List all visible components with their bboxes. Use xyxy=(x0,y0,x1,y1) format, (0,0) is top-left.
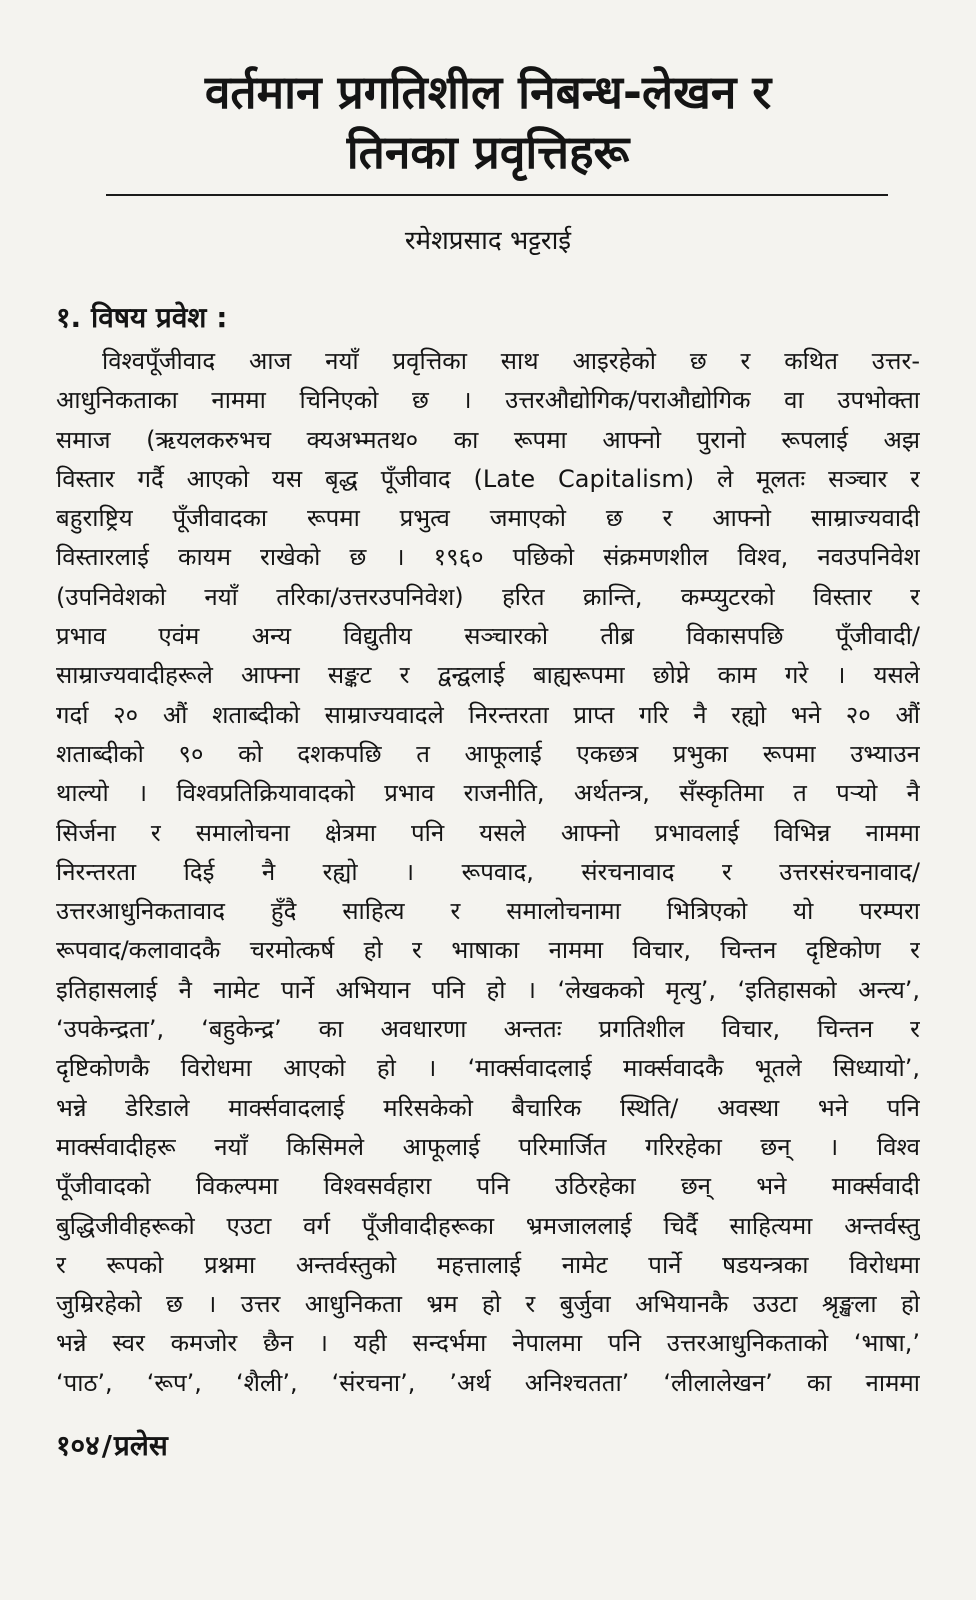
body-line: विस्तारलाई कायम राखेको छ । १९६० पछिको संक्रमणशील विश्व, नवउपनिवेश xyxy=(56,543,920,572)
body-line: उत्तरआधुनिकतावाद हुँदै साहित्य र समालोचनामा भित्रिएको यो परम्परा xyxy=(56,897,920,926)
body-line: भन्ने स्वर कमजोर छैन । यही सन्दर्भमा नेपालमा पनि उत्तरआधुनिकताको ‘भाषा,’ xyxy=(56,1329,920,1358)
body-line: इतिहासलाई नै नामेट पार्ने अभियान पनि हो । ‘लेखकको मृत्यु’, ‘इतिहासको अन्त्य’, xyxy=(56,975,920,1004)
title-divider xyxy=(106,194,888,196)
body-line: विश्वपूँजीवाद आज नयाँ प्रवृत्तिका साथ आइरहेको छ र कथित उत्तर- xyxy=(102,347,920,375)
page-footer xyxy=(56,1428,168,1464)
title-line-2: तिनका प्रवृत्तिहरू xyxy=(346,125,630,179)
body-line: ‘उपकेन्द्रता’, ‘बहुकेन्द्र’ का अवधारणा अन्ततः प्रगतिशील विचार, चिन्तन र xyxy=(56,1015,920,1044)
body-line: र रूपको प्रश्नमा अन्तर्वस्तुको महत्तालाई नामेट पार्ने षडयन्त्रका विरोधमा xyxy=(56,1250,920,1279)
footer-separator: / xyxy=(101,1429,112,1462)
body-line: (उपनिवेशको नयाँ तरिका/उत्तरउपनिवेश) हरित क्रान्ति, कम्प्युटरको विस्तार र xyxy=(56,582,920,611)
section-heading: १. विषय प्रवेश : xyxy=(56,301,228,334)
page-number: १०४ xyxy=(56,1429,100,1462)
body-line: प्रभाव एवंम अन्य विद्युतीय सञ्चारको तीब्र विकासपछि पूँजीवादी/ xyxy=(56,622,920,651)
body-line: विस्तार गर्दै आएको यस बृद्ध पूँजीवाद (Late Capitalism) ले मूलतः सञ्चार र xyxy=(56,464,920,493)
body-line: थाल्यो । विश्वप्रतिक्रियावादको प्रभाव राजनीति, अर्थतन्त्र, सँस्कृतिमा त पर्‍यो नै xyxy=(56,779,920,808)
body-line: पूँजीवादको विकल्पमा विश्वसर्वहारा पनि उठिरहेका छन् भने मार्क्सवादी xyxy=(56,1172,920,1201)
body-line: साम्राज्यवादीहरूले आफ्ना सङ्कट र द्वन्द्वलाई बाह्यरूपमा छोप्ने काम गरे । यसले xyxy=(56,661,920,690)
body-line: दृष्टिकोणकै विरोधमा आएको हो । ‘मार्क्सवादलाई मार्क्सवादकै भूतले सिध्यायो’, xyxy=(56,1054,920,1083)
author-name: रमेशप्रसाद भट्टराई xyxy=(404,226,572,256)
body-line: मार्क्सवादीहरू नयाँ किसिमले आफूलाई परिमार्जित गरिरहेका छन् । विश्व xyxy=(56,1132,920,1161)
article-title xyxy=(60,62,916,182)
body-line: समाज (ऋयलकरुभच क्यअभ्मतथ० का रूपमा आफ्नो पुरानो रूपलाई अझ xyxy=(56,425,920,454)
body-line: बहुराष्ट्रिय पूँजीवादका रूपमा प्रभुत्व जमाएको छ र आफ्नो साम्राज्यवादी xyxy=(56,504,920,533)
journal-name: प्रलेस xyxy=(113,1429,168,1462)
body-line: निरन्तरता दिई नै रह्यो । रूपवाद, संरचनावाद र उत्तरसंरचनावाद/ xyxy=(56,857,920,886)
title-line-1: वर्तमान प्रगतिशील निबन्ध-लेखन र xyxy=(204,65,772,119)
body-paragraph xyxy=(56,342,920,1403)
body-line: जुम्रिरहेको छ । उत्तर आधुनिकता भ्रम हो र बुर्जुवा अभियानकै उउटा श्रृङ्खला हो xyxy=(56,1290,920,1319)
body-line: गर्दा २० औं शताब्दीको साम्राज्यवादले निरन्तरता प्राप्त गरि नै रह्यो भने २० औं xyxy=(56,700,920,729)
body-line: आधुनिकताका नाममा चिनिएको छ । उत्तरऔद्योगिक/पराऔद्योगिक वा उपभोक्ता xyxy=(56,386,920,415)
body-line: बुद्धिजीवीहरूको एउटा वर्ग पूँजीवादीहरूका भ्रमजाललाई चिर्दै साहित्यमा अन्तर्वस्तु xyxy=(56,1211,920,1240)
body-line: रूपवाद/कलावादकै चरमोत्कर्ष हो र भाषाका नाममा विचार, चिन्तन दृष्टिकोण र xyxy=(56,936,920,965)
body-line: ‘पाठ’, ‘रूप’, ‘शैली’, ‘संरचना’, ’अर्थ अनिश्चतता’ ‘लीलालेखन’ का नाममा xyxy=(56,1368,920,1397)
body-line: शताब्दीको ९० को दशकपछि त आफूलाई एकछत्र प्रभुका रूपमा उभ्याउन xyxy=(56,739,920,768)
body-line: सिर्जना र समालोचना क्षेत्रमा पनि यसले आफ्नो प्रभावलाई विभिन्न नाममा xyxy=(56,818,920,847)
body-line: भन्ने डेरिडाले मार्क्सवादलाई मरिसकेको बैचारिक स्थिति/ अवस्था भने पनि xyxy=(56,1093,920,1122)
